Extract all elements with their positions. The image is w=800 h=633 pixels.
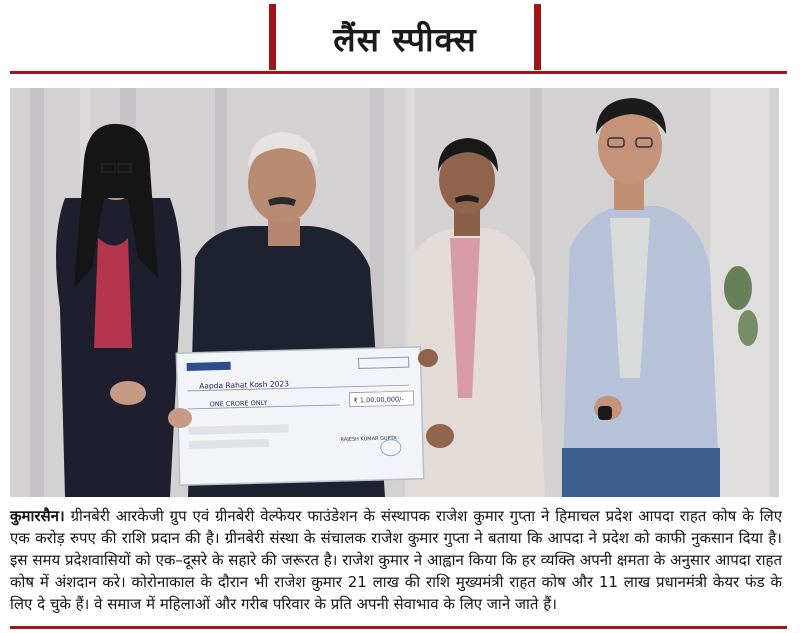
- cheque-signatory: RAJESH KUMAR GUPTA: [340, 435, 397, 443]
- jeans: [562, 448, 720, 497]
- article-text: ग्रीनबेरी आरकेजी ग्रुप एवं ग्रीनबेरी वेल्फेयर फाउंडेशन के संस्थापक राजेश कुमार गुप्ता ने हिमाचल प्रदेश आपदा राहत कोष के लिए एक करोड़ रुपए की राशि प्रदान की है। ग्रीनबेरी संस्था के संचालक राजेश कुमार गुप्ता ने बताया कि आपदा ने प्रदेश को काफी नुकसान दिया है। इस समय प्रदेशवासियों को एक–दूसरे के सहारे की जरूरत है। राजेश कुमार ने आह्वान किया कि हर व्यक्ति अपनी क्षमता के अनुसार आपदा राहत कोष में अंशदान करे। कोरोनाकाल के दौरान भी राजेश कुमार 21 लाख की राशि मुख्यमंत्री राहत कोष और 11 लाख प्रधानमंत्री केयर फंड के लिए दे चुके हैं। वे समाज में महिलाओं और गरीब परिवार के प्रति अपनी सेवाभाव के लिए जाने जाते हैं।: [10, 507, 782, 613]
- column-title: लैंस स्पीक्स: [333, 20, 477, 59]
- photo-illustration: [10, 88, 779, 497]
- bottom-divider: [10, 626, 787, 629]
- cheque-amount-figure: ₹ 1,00,00,000/-: [353, 395, 404, 405]
- article-body: [10, 505, 782, 615]
- cheque-payee: Aapda Rahat Kosh 2023: [199, 379, 290, 391]
- hand-left: [168, 408, 192, 428]
- bank-logo: [187, 362, 231, 371]
- top-divider: [10, 71, 787, 74]
- column-header-box: [269, 4, 541, 70]
- hand-right: [418, 349, 438, 367]
- article-dateline: कुमारसैन।: [10, 507, 65, 525]
- cheque-amount-words: ONE CRORE ONLY: [209, 398, 268, 409]
- big-cheque: [176, 347, 423, 485]
- news-photo: [10, 88, 779, 497]
